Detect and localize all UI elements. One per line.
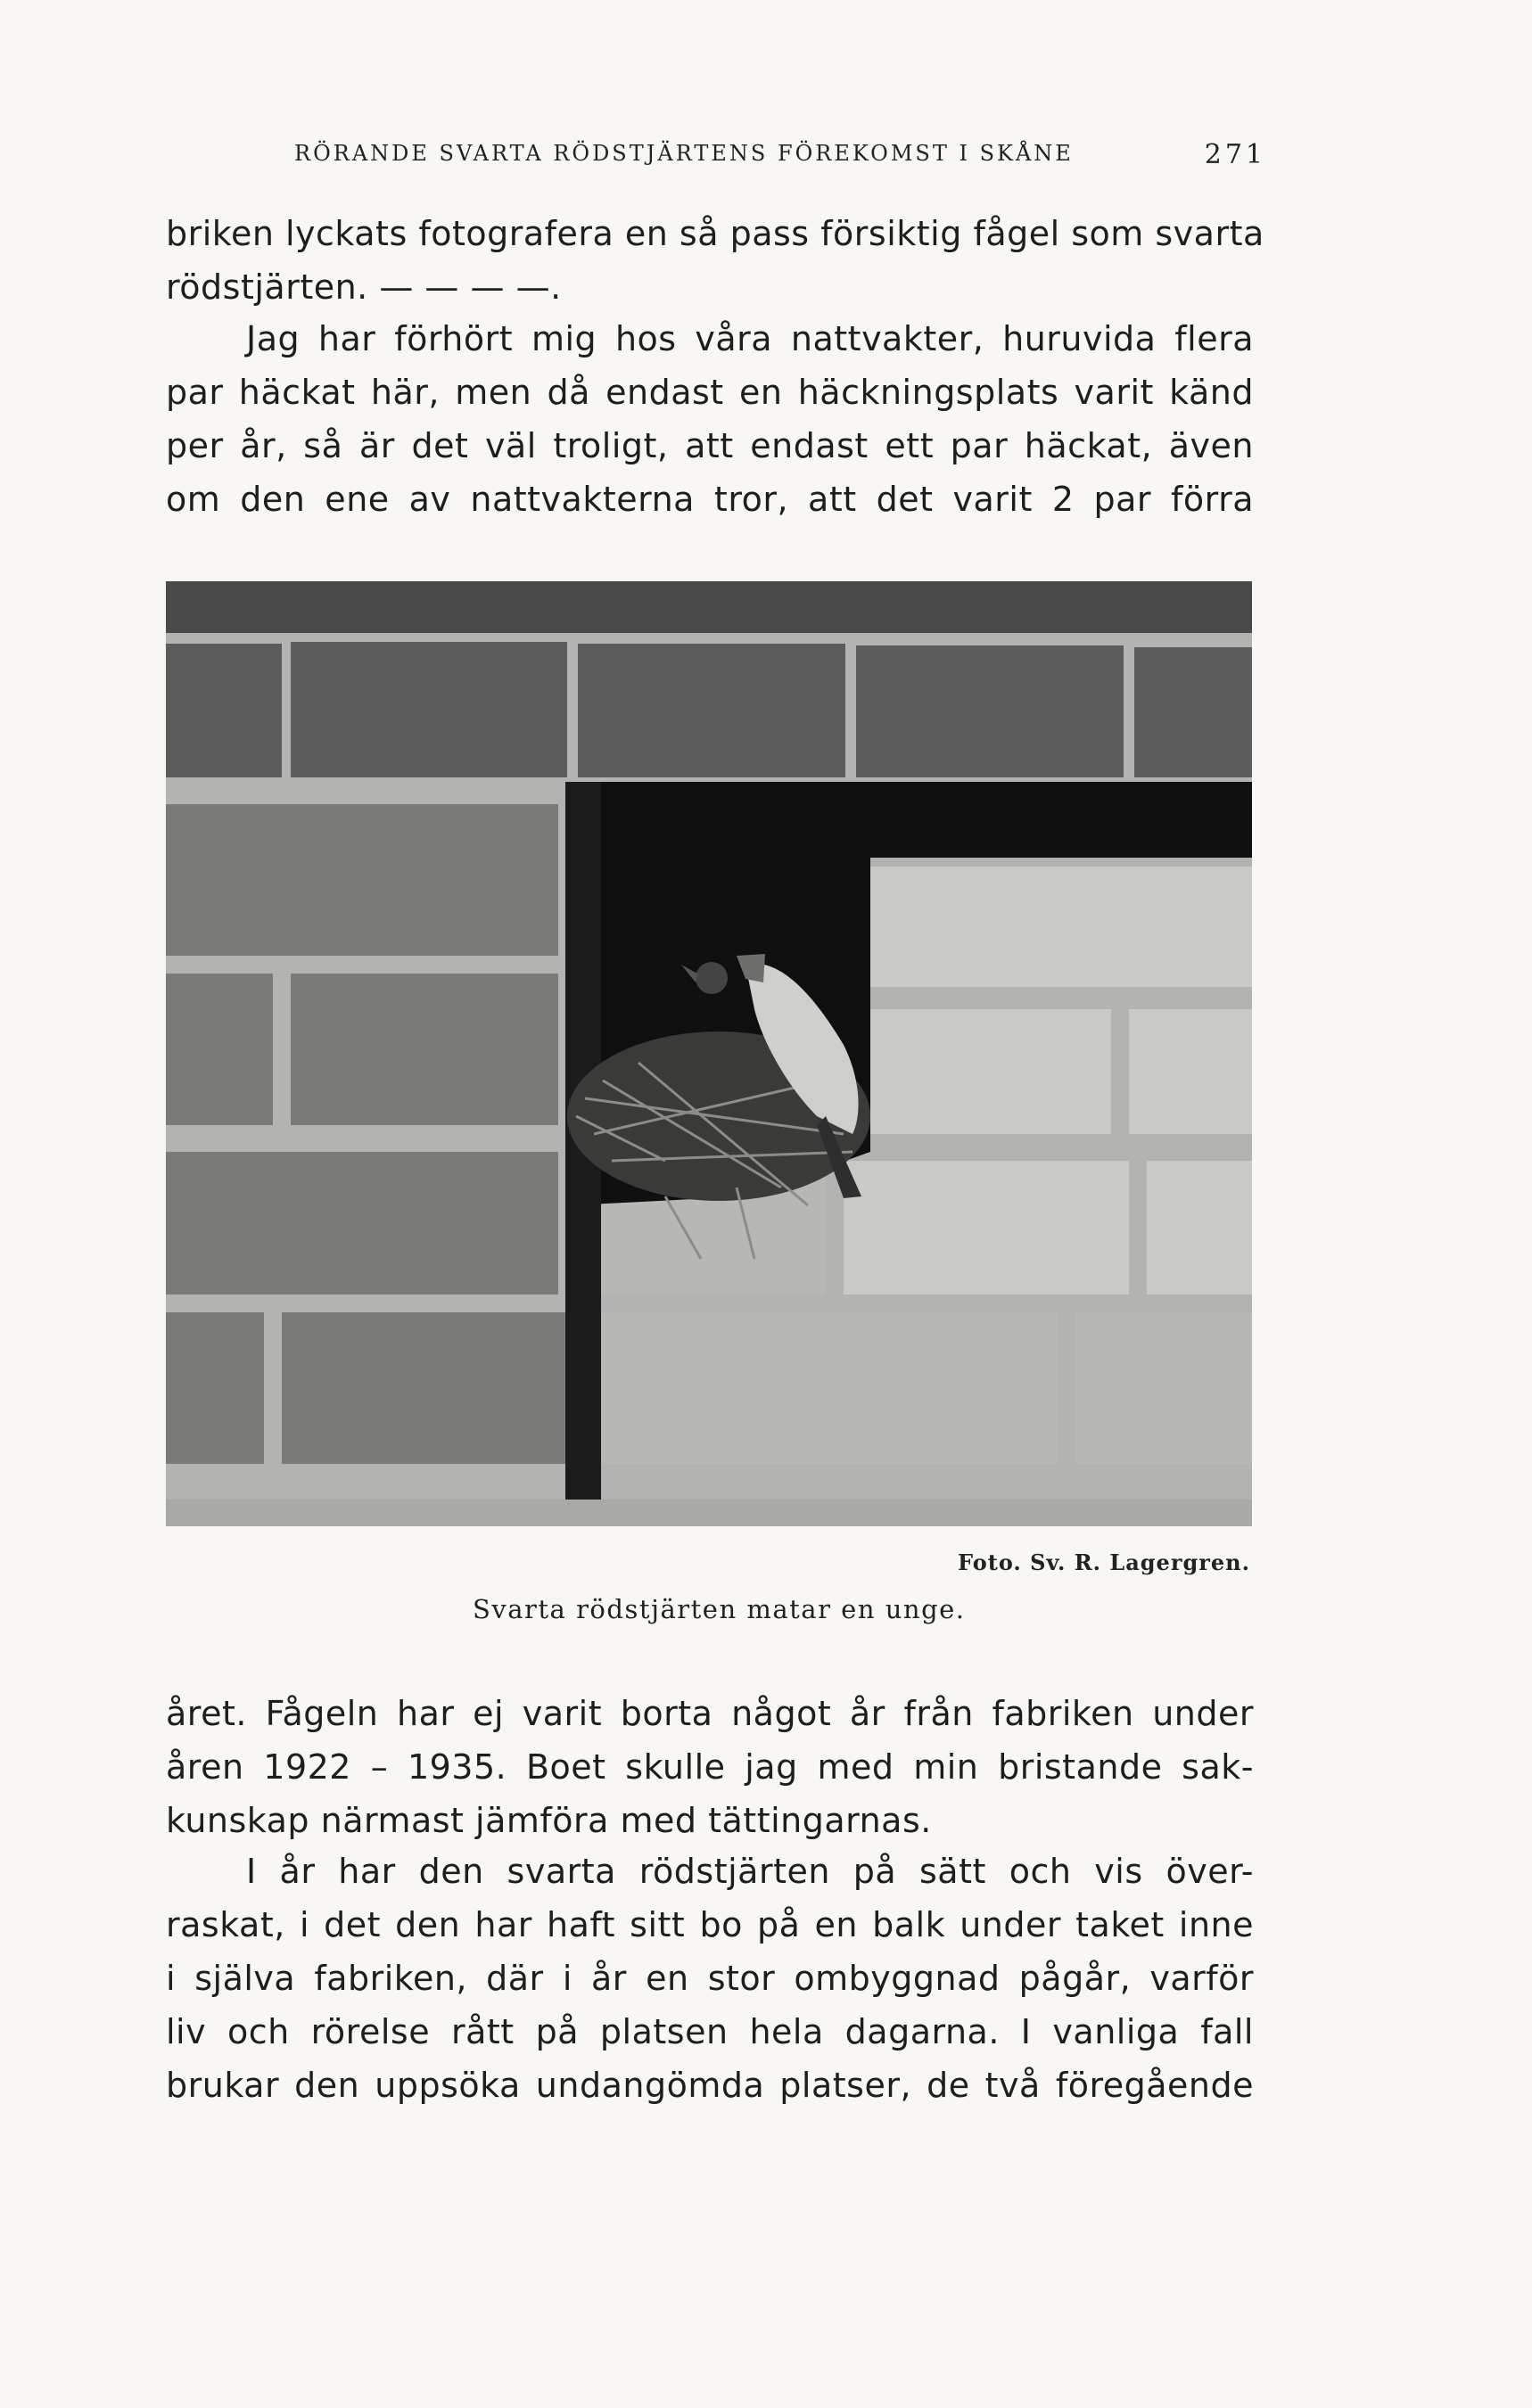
- text-line: I år har den svarta rödstjärten på sätt och vis över-: [246, 1852, 1254, 1891]
- photograph-redstart-nest: [166, 581, 1252, 1526]
- figure-caption: Svarta rödstjärten matar en unge.: [473, 1594, 966, 1624]
- photo-credit: Foto. Sv. R. Lagergren.: [958, 1549, 1250, 1575]
- text-line: kunskap närmast jämföra med tättingarnas.: [166, 1801, 932, 1840]
- paragraph-1: [166, 207, 1264, 314]
- text-line: om den ene av nattvakterna tror, att det varit 2 par förra: [166, 480, 1254, 519]
- text-line: liv och rörelse rått på platsen hela dagarna. I vanliga fall: [166, 2012, 1254, 2051]
- text-line: per år, så är det väl troligt, att endast ett par häckat, även: [166, 426, 1254, 465]
- brick-wall-photo: [166, 581, 1252, 1526]
- text-line: brukar den uppsöka undangömda platser, de två föregående: [166, 2066, 1254, 2105]
- text-line: åren 1922 – 1935. Boet skulle jag med min bristande sak-: [166, 1747, 1254, 1787]
- text-line: rödstjärten. — — — —.: [166, 267, 562, 307]
- text-line: raskat, i det den har haft sitt bo på en balk under taket inne: [166, 1905, 1254, 1944]
- paragraph-2: [166, 312, 1254, 526]
- text-line: briken lyckats fotografera en så pass försiktig fågel som svarta: [166, 214, 1264, 253]
- running-title: RÖRANDE SVARTA RÖDSTJÄRTENS FÖREKOMST I SKÅNE: [294, 141, 1074, 166]
- page-number: 271: [1204, 139, 1266, 170]
- text-line: Jag har förhört mig hos våra nattvakter, huruvida flera: [246, 319, 1254, 358]
- text-line: året. Fågeln har ej varit borta något år från fabriken under: [166, 1694, 1254, 1733]
- text-line: par häckat här, men då endast en häckningsplats varit känd: [166, 373, 1254, 412]
- paragraph-3: [166, 1687, 1254, 1847]
- paragraph-4: [166, 1845, 1254, 2112]
- text-line: i själva fabriken, där i år en stor ombyggnad pågår, varför: [166, 1959, 1254, 1998]
